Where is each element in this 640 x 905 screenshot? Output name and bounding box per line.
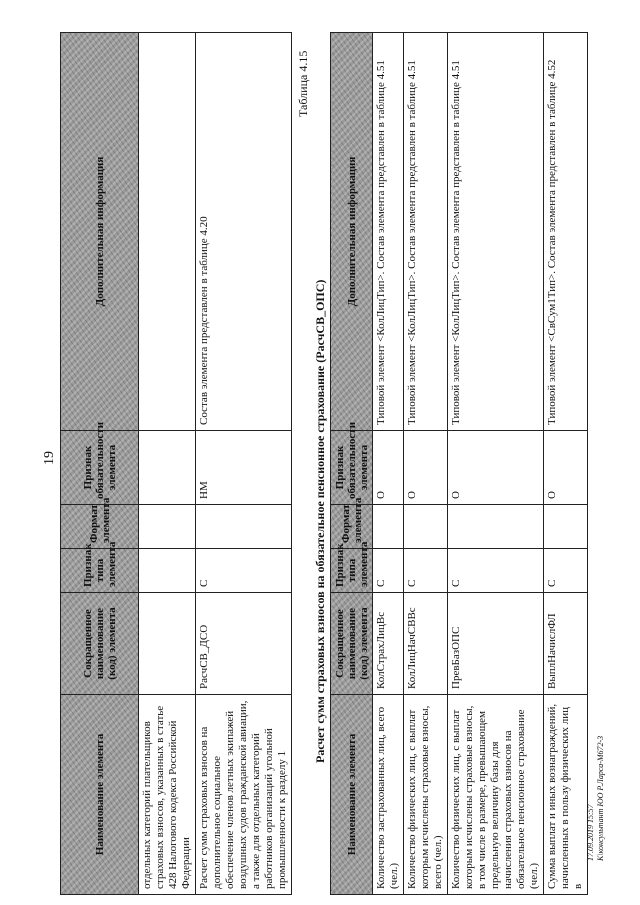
table-row: [448, 33, 544, 895]
table-header-row: [61, 33, 139, 895]
cell-name: Количество физических лиц, с выплат которым исчислены страховые взносы, в том числе в размере, превышающем предельную величину базы для начисления страховых взносов на обязательное пенсионное страхование (чел.): [448, 695, 544, 895]
header-type: Признак типа элемента: [61, 549, 139, 593]
table-number: Таблица 4.15: [296, 50, 310, 117]
table-row: [196, 33, 292, 895]
cell-type: С: [373, 549, 404, 593]
cell-info: Типовой элемент <КолЛицТип>. Состав элемента представлен в таблице 4.51: [448, 33, 544, 431]
cell-format: [404, 505, 448, 549]
cell-code: КолЛицНачСВВс: [404, 593, 448, 695]
cell-info: Типовой элемент <СвСум1Тип>. Состав элемента представлен в таблице 4.52: [544, 33, 588, 431]
cell-name: Расчет сумм страховых взносов на дополнительное социальное обеспечение членов летных экипажей воздушных судов гражданской авиации, а также для отдельных категорий работников организаций угольной промышленности к разделу 1: [196, 695, 292, 895]
header-name: Наименование элемента: [331, 695, 373, 895]
cell-format: [544, 505, 588, 549]
cell-info: Состав элемента представлен в таблице 4.20: [196, 33, 292, 431]
cell-info: Типовой элемент <КолЛицТип>. Состав элемента представлен в таблице 4.51: [404, 33, 448, 431]
cell-format: [139, 505, 196, 549]
cell-name: Количество застрахованных лиц, всего (чел.): [373, 695, 404, 895]
cell-type: С: [544, 549, 588, 593]
continued-table: [60, 32, 292, 895]
cell-name: Сумма выплат и иных вознаграждений, начисленных в пользу физических лиц в: [544, 695, 588, 895]
cell-type: С: [196, 549, 292, 593]
header-info: Дополнительная информация: [61, 33, 139, 431]
section-title: Расчет сумм страховых взносов на обязательное пенсионное страхование (РасчСВ_ОПС): [313, 279, 327, 763]
cell-name: Количество физических лиц, с выплат которым исчислены страховые взносы, всего (чел.): [404, 695, 448, 895]
cell-name: отдельных категорий плательщиков страховых взносов, указанных в статье 428 Налогового кодекса Российской Федерации: [139, 695, 196, 895]
header-format: Формат элемента: [61, 505, 139, 549]
table-row: [373, 33, 404, 895]
cell-type: С: [404, 549, 448, 593]
cell-code: КолСтрахЛицВс: [373, 593, 404, 695]
header-name: Наименование элемента: [61, 695, 139, 895]
cell-required: О: [404, 431, 448, 505]
table-header-row: [331, 33, 373, 895]
header-required: Признак обязательности элемента: [61, 431, 139, 505]
cell-info: Типовой элемент <КолЛицТип>. Состав элемента представлен в таблице 4.51: [373, 33, 404, 431]
page-number: 19: [42, 451, 57, 465]
cell-required: [139, 431, 196, 505]
cell-required: НМ: [196, 431, 292, 505]
cell-format: [448, 505, 544, 549]
table-row: [404, 33, 448, 895]
header-code: Сокращенное наименование (код) элемента: [61, 593, 139, 695]
cell-info: [139, 33, 196, 431]
table-row: [139, 33, 196, 895]
cell-format: [196, 505, 292, 549]
cell-code: РасчСВ_ДСО: [196, 593, 292, 695]
cell-type: С: [448, 549, 544, 593]
print-stamp-date: 17.09.2019 15:57: [586, 804, 595, 861]
header-format: Формат элемента: [331, 505, 373, 549]
cell-type: [139, 549, 196, 593]
cell-code: [139, 593, 196, 695]
header-info: Дополнительная информация: [331, 33, 373, 431]
print-stamp: [586, 736, 606, 861]
cell-required: О: [544, 431, 588, 505]
cell-format: [373, 505, 404, 549]
header-code: Сокращенное наименование (код) элемента: [331, 593, 373, 695]
main-table: [330, 32, 588, 895]
cell-required: О: [373, 431, 404, 505]
cell-code: ПревБазОПС: [448, 593, 544, 695]
print-stamp-source: К\консультант ЮО Р.Ларса-М672-3: [596, 735, 605, 861]
header-required: Признак обязательности элемента: [331, 431, 373, 505]
cell-required: О: [448, 431, 544, 505]
cell-code: ВыплНачислФЛ: [544, 593, 588, 695]
header-type: Признак типа элемента: [331, 549, 373, 593]
table-row: [544, 33, 588, 895]
